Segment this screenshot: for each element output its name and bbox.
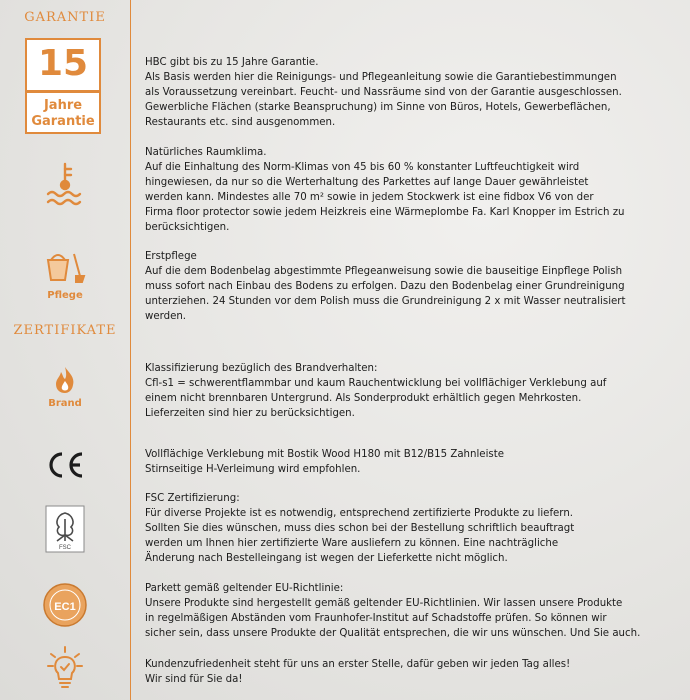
block-line: werden um Ihnen hier zertifizierte Ware ausliefern zu können. Eine nachträgliche [145,538,559,549]
brand-label: Brand [48,398,82,409]
pflege-label: Pflege [47,290,83,301]
block-line: werden kann. Mindestes alle 70 m² sowie in jedem Stockwerk ist eine fidbox V6 von der [145,192,594,203]
block-title: FSC Zertifizierung: [145,493,240,504]
block-line: Auf die Einhaltung des Norm-Klimas von 45 bis 60 % konstanter Luftfeuchtigkeit wird [145,162,580,173]
block-line: einem nicht brennbaren Untergrund. Als Sonderprodukt erhältlich gegen Mehrkosten. [145,393,582,404]
block-line: Für diverse Projekte ist es notwendig, entsprechend zertifizierte Produkte zu liefern. [145,508,574,519]
badge-line2: Garantie [31,114,95,129]
block-title: Natürliches Raumklima. [145,147,267,158]
badge-number: 15 [37,43,89,84]
block-title: Parkett gemäß geltender EU-Richtlinie: [145,583,344,594]
block-title: Vollflächige Verklebung mit Bostik Wood H180 mit B12/B15 Zahnleiste [145,449,504,460]
block-line: muss sofort nach Einbau des Bodens zu erfolgen. Dazu den Bodenbelag einer Grundreinigung [145,281,625,292]
verklebung-block [145,447,680,477]
warranty-badge [25,38,101,134]
kundenzufriedenheit-block [145,657,680,687]
block-line: Auf die dem Bodenbelag abgestimmte Pflegeanweisung sowie die bauseitige Einpflege Polish [145,266,623,277]
block-line: Cfl-s1 = schwerentflammbar und kaum Rauchentwicklung bei vollflächiger Verklebung auf [145,378,607,389]
brandverhalten-block [145,361,680,421]
block-line: als Voraussetzung vereinbart. Feucht- und Nassräume sind von der Garantie ausgeschlossen. [145,87,622,98]
fsc-block [145,491,680,566]
eu-richtlinie-block [145,581,680,641]
block-line: Änderung nach Bestelleingang ist wegen der Lieferkette nicht möglich. [145,553,508,564]
block-line: Sollten Sie dies wünschen, muss dies schon bei der Bestellung schriftlich beauftragt [145,523,575,534]
block-line: hingewiesen, da nur so die Werterhaltung des Parkettes auf lange Dauer gewährleistet [145,177,589,188]
raumklima-block [145,145,680,235]
cleaning-bucket-icon [42,250,88,284]
block-title: Kundenzufriedenheit steht für uns an erster Stelle, dafür geben wir jeden Tag alles! [145,659,571,670]
block-line: Restaurants etc. sind ausgenommen. [145,117,336,128]
badge-line1: Jahre [43,98,83,113]
block-line: berücksichtigen. [145,222,230,233]
ec1-label: EC1 [54,601,76,613]
sidebar [0,0,130,700]
block-title: Erstpflege [145,251,197,262]
block-title: Klassifizierung bezüglich des Brandverhalten: [145,363,378,374]
block-line: werden. [145,311,187,322]
zertifikate-heading: ZERTIFIKATE [13,323,117,338]
block-line: unterziehen. 24 Stunden vor dem Polish muss die Grundreinigung 2 x mit Wasser neutralisiert [145,296,626,307]
fsc-tree-icon [45,505,85,553]
sidebar-divider [130,0,131,700]
fsc-label: FSC [59,545,71,551]
garantie-block [145,55,680,130]
block-line: Als Basis werden hier die Reinigungs- und Pflegeanleitung sowie die Garantiebestimmungen [145,72,617,83]
badge-divider [27,90,99,93]
block-line: Wir sind für Sie da! [145,674,243,685]
block-line: Stirnseitige H-Verleimung wird empfohlen. [145,464,361,475]
thermometer-water-icon [44,160,86,208]
block-line: Firma floor protector sowie jedem Heizkreis eine Wärmeplombe Fa. Karl Knopper im Estrich zu [145,207,625,218]
emicode-ec1-seal-icon [42,582,88,628]
block-line: Gewerbliche Flächen (starke Beanspruchung) im Sinne von Büros, Hotels, Gewerbeflächen, [145,102,611,113]
lightbulb-icon [47,645,83,689]
erstpflege-block [145,249,680,324]
ce-mark-icon [44,450,86,480]
block-line: Unsere Produkte sind hergestellt gemäß geltender EU-Richtlinien. Wir lassen unsere Produkte [145,598,623,609]
block-line: in regelmäßigen Abständen vom Fraunhofer-Institut auf Schadstoffe prüfen. So können wir [145,613,607,624]
block-title: HBC gibt bis zu 15 Jahre Garantie. [145,57,319,68]
garantie-heading: GARANTIE [24,10,106,25]
flame-icon [51,365,79,395]
block-line: sicher sein, dass unsere Produkte der Qualität entsprechen, die wir uns wünschen. Und Sie auch. [145,628,641,639]
block-line: Lieferzeiten sind hier zu berücksichtigen. [145,408,355,419]
